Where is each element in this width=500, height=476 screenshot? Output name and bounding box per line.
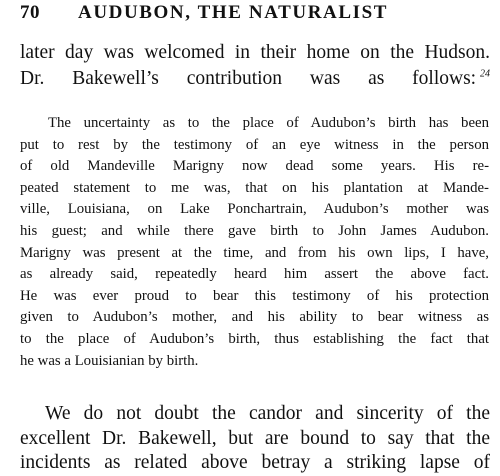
commentary-paragraph <box>20 402 490 476</box>
quote-line: as already said, repeatedly heard him assert the above fact. <box>20 266 489 283</box>
quote-line: put to rest by the testimony of an eye witness in the person <box>20 136 489 153</box>
quote-line: to the place of Audubon’s birth, thus establishing the fact that <box>20 330 489 347</box>
intro-line-text: Dr. Bakewell’s contribution was as follows: <box>20 68 477 89</box>
footnote-reference[interactable]: 24 <box>480 68 490 80</box>
intro-paragraph <box>20 40 490 92</box>
quote-line: ville, Louisiana, on Lake Ponchartrain, Audubon’s mother was <box>20 201 489 218</box>
quote-line: peated statement to me was, that on his plantation at Mande- <box>20 179 489 196</box>
intro-line <box>20 66 490 92</box>
quote-line: He was ever proud to bear this testimony of his protection <box>20 287 489 304</box>
page-number: 70 <box>20 2 40 23</box>
quote-line: his guest; and while there gave birth to John James Audubon. <box>20 222 489 239</box>
commentary-line: We do not doubt the candor and sincerity of the <box>45 403 490 424</box>
page-header <box>20 2 490 28</box>
quote-line: Marigny was present at the time, and from his own lips, I have, <box>20 244 489 261</box>
commentary-line: excellent Dr. Bakewell, but are bound to say that the <box>20 427 490 449</box>
block-quote <box>20 113 489 372</box>
quote-line: of old Mandeville Marigny now dead some years. His re- <box>20 158 489 175</box>
quote-line: The uncertainty as to the place of Audubon’s birth has been <box>48 115 489 131</box>
quote-line: given to Audubon’s mother, and his ability to bear witness as <box>20 309 489 326</box>
running-head: AUDUBON, THE NATURALIST <box>78 2 389 23</box>
intro-line: later day was welcomed in their home on the Hudson. <box>20 42 490 63</box>
commentary-line: incidents as related above betray a striking lapse of <box>20 452 490 473</box>
quote-line: he was a Louisianian by birth. <box>20 352 199 369</box>
